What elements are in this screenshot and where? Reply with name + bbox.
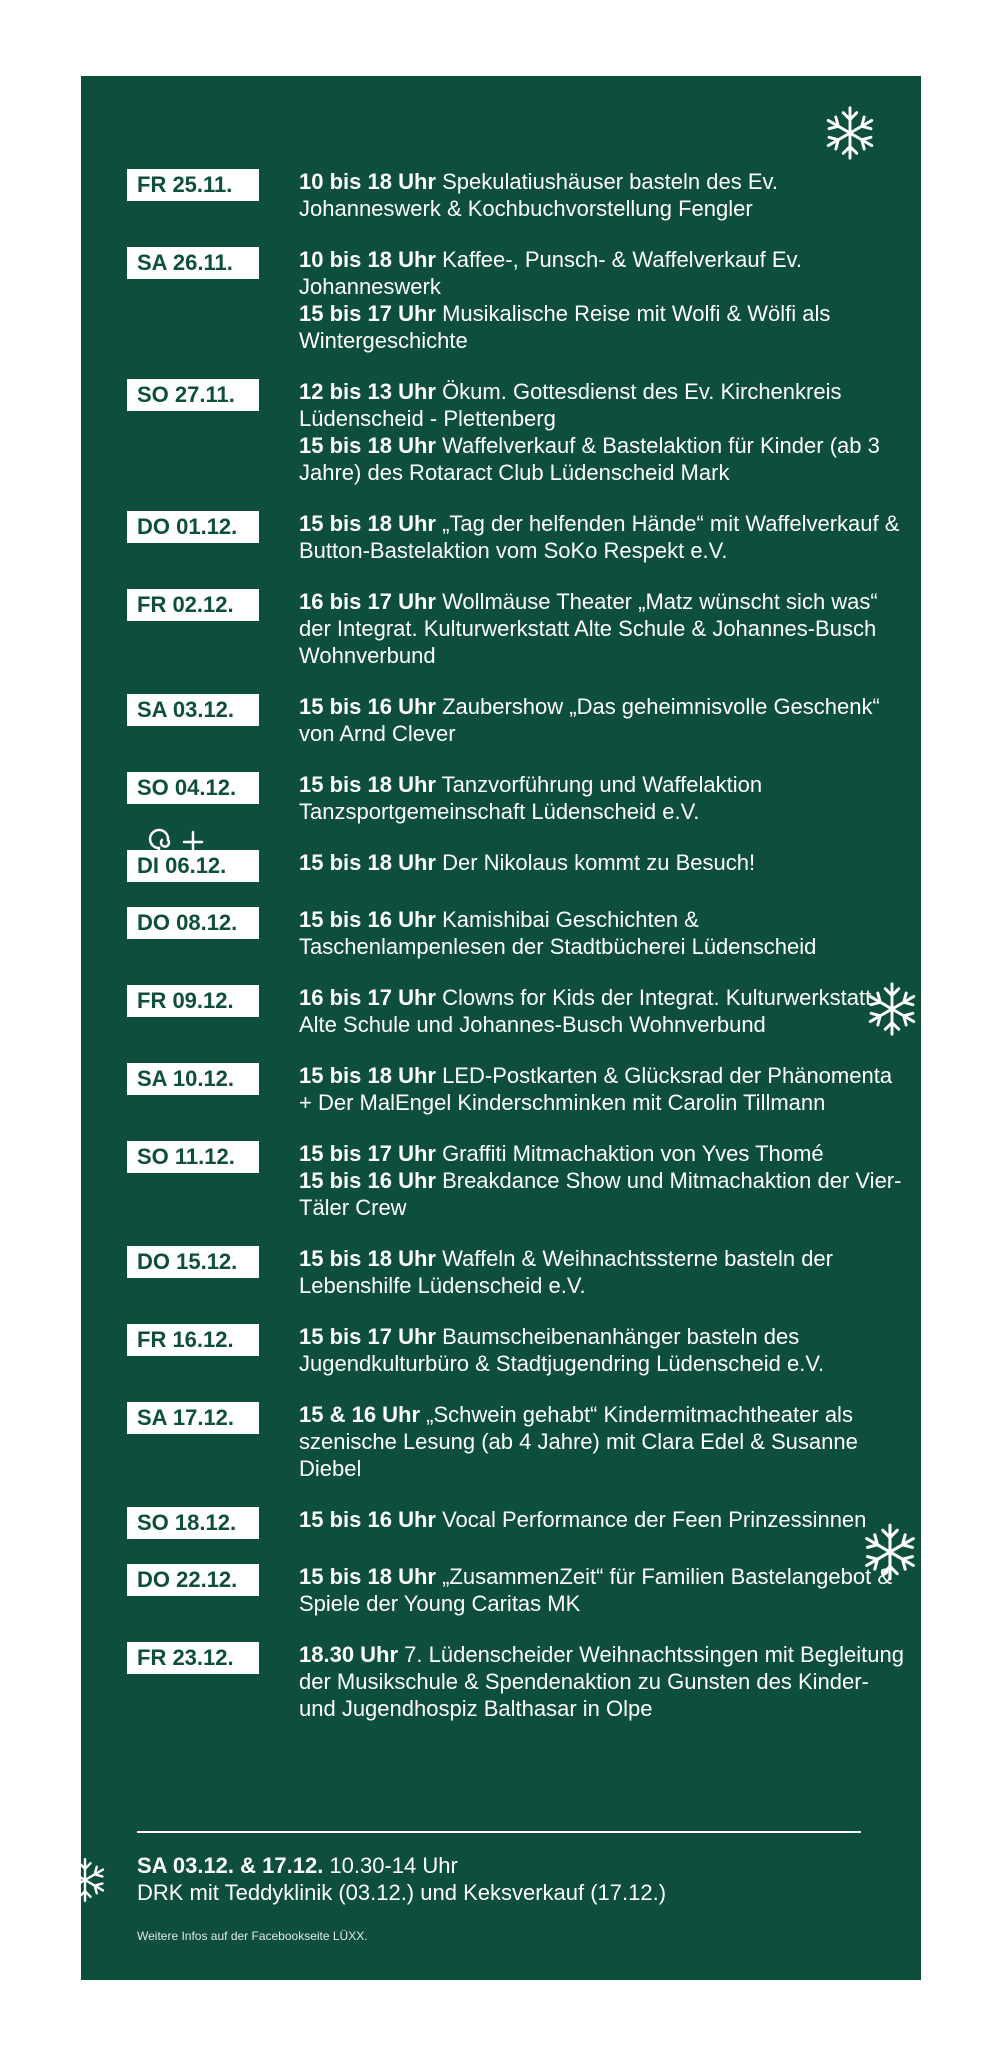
event-line: [299, 510, 904, 564]
event-description: [299, 246, 904, 354]
event-line: [299, 432, 904, 486]
event-time: 15 bis 18 Uhr: [299, 772, 436, 797]
event-time: 15 bis 17 Uhr: [299, 1141, 436, 1166]
event-text: Clowns for Kids der Integrat. Kulturwerkstatt Alte Schule und Johannes-Busch Wohnverbund: [299, 985, 872, 1037]
event-line: [299, 1506, 904, 1533]
event-line: [299, 849, 904, 876]
event-line: [299, 378, 904, 432]
event-line: [299, 300, 904, 354]
event-text: Der Nikolaus kommt zu Besuch!: [435, 850, 756, 875]
event-time: 10 bis 18 Uhr: [299, 247, 436, 272]
event-list: [127, 168, 907, 1746]
event-date-badge: SO 04.12.: [127, 772, 259, 804]
event-row: [127, 246, 907, 354]
event-date-badge: FR 09.12.: [127, 985, 259, 1017]
event-description: [299, 1062, 904, 1116]
event-row: [127, 1401, 907, 1482]
event-text: „ZusammenZeit“ für Familien Bastelangebot & Spiele der Young Caritas MK: [299, 1564, 893, 1616]
event-date-badge: DO 01.12.: [127, 511, 259, 543]
event-time: 15 bis 16 Uhr: [299, 694, 436, 719]
event-description: [299, 1140, 904, 1221]
event-row: [127, 588, 907, 669]
event-row: [127, 510, 907, 564]
event-description: [299, 1506, 904, 1533]
event-text: Waffeln & Weihnachtssterne basteln der Lebenshilfe Lüdenscheid e.V.: [299, 1246, 833, 1298]
event-line: [299, 984, 904, 1038]
event-description: [299, 378, 904, 486]
event-row: [127, 849, 907, 882]
event-row: [127, 984, 907, 1038]
event-time: 15 bis 16 Uhr: [299, 1507, 436, 1532]
divider: [137, 1831, 861, 1833]
event-text: Musikalische Reise mit Wolfi & Wölfi als Wintergeschichte: [299, 301, 831, 353]
event-text: Tanzvorführung und Waffelaktion Tanzsportgemeinschaft Lüdenscheid e.V.: [299, 772, 763, 824]
event-date-badge: DO 08.12.: [127, 907, 259, 939]
event-line: [299, 246, 904, 300]
event-row: [127, 1140, 907, 1221]
event-line: [299, 1245, 904, 1299]
event-description: [299, 510, 904, 564]
event-row: [127, 168, 907, 222]
event-description: [299, 984, 904, 1038]
event-row: [127, 1245, 907, 1299]
event-description: [299, 1641, 904, 1722]
event-row: [127, 1062, 907, 1116]
event-time: 15 bis 18 Uhr: [299, 433, 436, 458]
event-text: Baumscheibenanhänger basteln des Jugendkulturbüro & Stadtjugendring Lüdenscheid e.V.: [299, 1324, 825, 1376]
event-description: [299, 693, 904, 747]
event-text: Ökum. Gottesdienst des Ev. Kirchenkreis Lüdenscheid - Plettenberg: [299, 379, 842, 431]
event-text: „Tag der helfenden Hände“ mit Waffelverkauf & Button-Bastelaktion vom SoKo Respekt e.V.: [299, 511, 900, 563]
event-description: [299, 771, 904, 825]
event-description: [299, 1401, 904, 1482]
event-time: 15 bis 16 Uhr: [299, 1168, 436, 1193]
event-time: 16 bis 17 Uhr: [299, 589, 436, 614]
event-row: [127, 378, 907, 486]
event-line: [299, 168, 904, 222]
event-line: [299, 1323, 904, 1377]
event-line: [299, 1140, 904, 1167]
event-text: Breakdance Show und Mitmachaktion der Vier-Täler Crew: [299, 1168, 902, 1220]
event-text: 7. Lüdenscheider Weihnachtssingen mit Begleitung der Musikschule & Spendenaktion zu Gunsten des Kinder- und Jugendhospiz Balthasar in Olpe: [299, 1642, 904, 1721]
event-date-badge: FR 02.12.: [127, 589, 259, 621]
event-text: Kamishibai Geschichten & Taschenlampenlesen der Stadtbücherei Lüdenscheid: [299, 907, 817, 959]
event-time: 15 bis 17 Uhr: [299, 1324, 436, 1349]
event-time: 15 bis 18 Uhr: [299, 1564, 436, 1589]
event-date-badge: SA 17.12.: [127, 1402, 259, 1434]
event-time: 10 bis 18 Uhr: [299, 169, 436, 194]
event-date-badge: FR 16.12.: [127, 1324, 259, 1356]
event-row: [127, 1323, 907, 1377]
event-line: [299, 588, 904, 669]
event-text: Zaubershow „Das geheimnisvolle Geschenk“ von Arnd Clever: [299, 694, 880, 746]
event-time: 15 bis 18 Uhr: [299, 1246, 436, 1271]
event-time: 18.30 Uhr: [299, 1642, 399, 1667]
event-time: 15 & 16 Uhr: [299, 1402, 421, 1427]
event-text: Spekulatiushäuser basteln des Ev. Johanneswerk & Kochbuchvorstellung Fengler: [299, 169, 778, 221]
event-line: [299, 1401, 904, 1482]
event-time: 15 bis 18 Uhr: [299, 850, 436, 875]
event-time: 12 bis 13 Uhr: [299, 379, 436, 404]
event-description: [299, 906, 904, 960]
event-line: [299, 1062, 904, 1116]
event-time: 15 bis 18 Uhr: [299, 511, 436, 536]
snowflake-icon: [81, 1856, 109, 1904]
event-date-badge: FR 25.11.: [127, 169, 259, 201]
event-description: [299, 849, 904, 876]
event-date-badge: DO 15.12.: [127, 1246, 259, 1278]
snowflake-icon: [821, 104, 879, 162]
event-text: „Schwein gehabt“ Kindermitmachtheater als szenische Lesung (ab 4 Jahre) mit Clara Edel & Susanne Diebel: [299, 1402, 858, 1481]
footer-dates: SA 03.12. & 17.12.: [137, 1853, 324, 1878]
event-description: [299, 1245, 904, 1299]
event-line: [299, 1563, 904, 1617]
footer-time: 10.30-14 Uhr: [323, 1853, 458, 1878]
event-date-badge: SO 27.11.: [127, 379, 259, 411]
event-date-badge: SO 11.12.: [127, 1141, 259, 1173]
event-text: Kaffee-, Punsch- & Waffelverkauf Ev. Johanneswerk: [299, 247, 802, 299]
event-time: 16 bis 17 Uhr: [299, 985, 436, 1010]
event-text: Vocal Performance der Feen Prinzessinnen: [435, 1507, 867, 1532]
event-date-badge: FR 23.12.: [127, 1642, 259, 1674]
event-description: [299, 168, 904, 222]
event-date-badge: SA 26.11.: [127, 247, 259, 279]
event-row: [127, 771, 907, 825]
event-description: [299, 588, 904, 669]
event-line: [299, 693, 904, 747]
info-note: Weitere Infos auf der Facebookseite LÜXX.: [137, 1929, 368, 1943]
event-line: [299, 1167, 904, 1221]
event-description: [299, 1323, 904, 1377]
event-time: 15 bis 17 Uhr: [299, 301, 436, 326]
event-line: [299, 771, 904, 825]
event-text: Wollmäuse Theater „Matz wünscht sich was“ der Integrat. Kulturwerkstatt Alte Schule & Johannes-Busch Wohnverbund: [299, 589, 878, 668]
event-time: 15 bis 18 Uhr: [299, 1063, 436, 1088]
event-text: Waffelverkauf & Bastelaktion für Kinder (ab 3 Jahre) des Rotaract Club Lüdenscheid Mark: [299, 433, 880, 485]
event-row: [127, 1506, 907, 1539]
event-date-badge: SA 03.12.: [127, 694, 259, 726]
event-row: [127, 693, 907, 747]
event-text: Graffiti Mitmachaktion von Yves Thomé: [435, 1141, 824, 1166]
footer-text: DRK mit Teddyklinik (03.12.) und Keksverkauf (17.12.): [137, 1880, 667, 1905]
event-date-badge: SA 10.12.: [127, 1063, 259, 1095]
event-row: [127, 1563, 907, 1617]
event-date-badge: DI 06.12.: [127, 850, 259, 882]
event-row: [127, 906, 907, 960]
event-time: 15 bis 16 Uhr: [299, 907, 436, 932]
event-panel: [81, 76, 921, 1980]
event-line: [299, 906, 904, 960]
event-description: [299, 1563, 904, 1617]
event-row: [127, 1641, 907, 1722]
footer-event: [137, 1852, 857, 1906]
event-text: LED-Postkarten & Glücksrad der Phänomenta + Der MalEngel Kinderschminken mit Carolin Tillmann: [299, 1063, 893, 1115]
event-date-badge: SO 18.12.: [127, 1507, 259, 1539]
event-date-badge: DO 22.12.: [127, 1564, 259, 1596]
event-line: [299, 1641, 904, 1722]
